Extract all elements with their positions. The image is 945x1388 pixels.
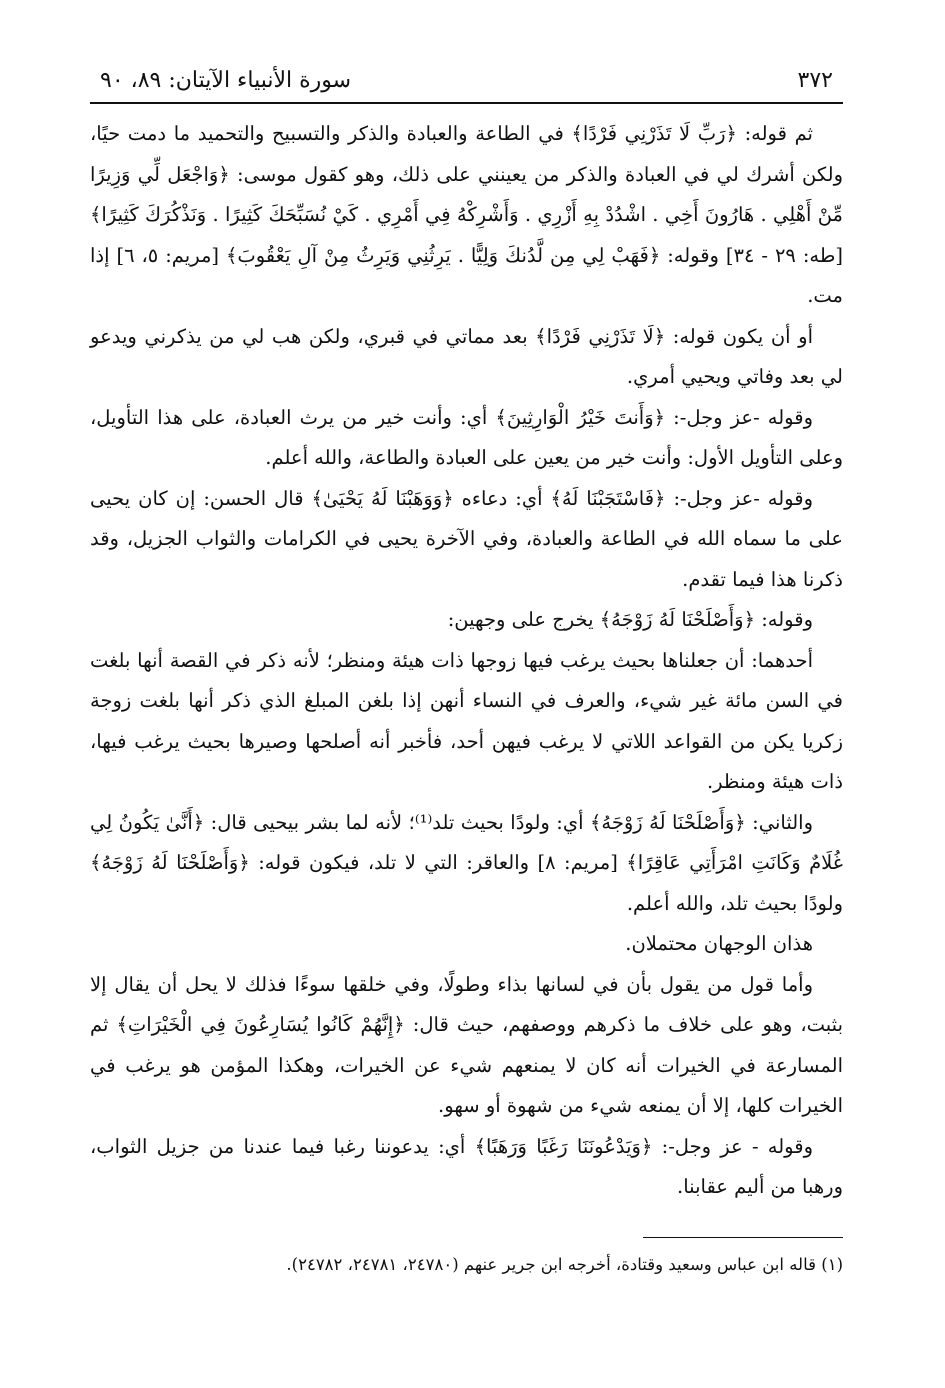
book-page (90, 62, 843, 1362)
paragraph-1: ثم قوله: ﴿رَبِّ لَا تَذَرْنِي فَرْدًا﴾ في الطاعة والعبادة والذكر والتسبيح والتحميد ما دمت حيًا، ولكن أشرك لي في العبادة والذكر من يعينني على ذلك، وهو كقول موسى: ﴿وَاجْعَل لِّي وَزِيرًا مِّنْ أَهْلِي . هَارُونَ أَخِي . اشْدُدْ بِهِ أَزْرِي . وَأَشْرِكْهُ فِي أَمْرِي . كَيْ نُسَبِّحَكَ كَثِيرًا . وَنَذْكُرَكَ كَثِيرًا﴾ [طه: ٢٩ - ٣٤] وقوله: ﴿فَهَبْ لِي مِن لَّدُنكَ وَلِيًّا . يَرِثُنِي وَيَرِثُ مِنْ آلِ يَعْقُوبَ﴾ [مريم: ٥، ٦] إذا مت. (90, 122, 843, 307)
paragraph-2: أو أن يكون قوله: ﴿لَا تَذَرْنِي فَرْدًا﴾ بعد مماتي في قبري، ولكن هب لي من يذكرني ويدعو لي بعد وفاتي ويحيي أمري. (90, 324, 843, 388)
header-divider (90, 102, 843, 104)
paragraph-6: أحدهما: أن جعلناها بحيث يرغب فيها زوجها ذات هيئة ومنظر؛ لأنه ذكر في القصة أنها بلغت في السن مائة غير شيء، والعرف في النساء أنهن إذا بلغن المبلغ الذي ذكر أنها بلغت زوجة زكريا يكن من القواعد اللاتي لا يرغب فيهن أحد، فأخبر أنه أصلحها وصيرها بحيث يرغب فيها، ذات هيئة ومنظر. (90, 648, 843, 793)
main-text (90, 114, 843, 1208)
page-header (90, 62, 843, 96)
footnote: (١) قاله ابن عباس وسعيد وقتادة، أخرجه ابن جرير عنهم (٢٤٧٨٠، ٢٤٧٨١، ٢٤٧٨٢). (286, 1255, 843, 1274)
paragraph-9: وأما قول من يقول بأن في لسانها بذاء وطولًا، وفي خلقها سوءًا فذلك لا يحل أن يقال إلا بثبت، وهو على خلاف ما ذكرهم ووصفهم، حيث قال: ﴿إِنَّهُمْ كَانُوا يُسَارِعُونَ فِي الْخَيْرَاتِ﴾ ثم المسارعة في الخيرات أنه كان لا يمنعهم شيء عن الخيرات، وهكذا المؤمن هو يرغب في الخيرات كلها، إلا أن يمنعه شيء من شهوة أو سهو. (90, 972, 843, 1117)
paragraph-10: وقوله - عز وجل-: ﴿وَيَدْعُونَنَا رَغَبًا وَرَهَبًا﴾ أي: يدعوننا رغبا فيما عندنا من جزيل الثواب، ورهبا من أليم عقابنا. (90, 1134, 843, 1198)
running-title: سورة الأنبياء الآيتان: ٨٩، ٩٠ (100, 68, 352, 93)
paragraph-8: هذان الوجهان محتملان. (625, 932, 813, 955)
paragraph-5: وقوله: ﴿وَأَصْلَحْنَا لَهُ زَوْجَهُ﴾ يخرج على وجهين: (447, 608, 813, 631)
paragraph-7: والثاني: ﴿وَأَصْلَحْنَا لَهُ زَوْجَهُ﴾ أي: ولودًا بحيث تلد⁽¹⁾؛ لأنه لما بشر بيحيى قال: ﴿أَنَّىٰ يَكُونُ لِي غُلَامٌ وَكَانَتِ امْرَأَتِي عَاقِرًا﴾ [مريم: ٨] والعاقر: التي لا تلد، فيكون قوله: ﴿وَأَصْلَحْنَا لَهُ زَوْجَهُ﴾ ولودًا بحيث تلد، والله أعلم. (90, 810, 844, 915)
paragraph-3: وقوله -عز وجل-: ﴿وَأَنتَ خَيْرُ الْوَارِثِينَ﴾ أي: وأنت خير من يرث العبادة، على هذا التأويل، وعلى التأويل الأول: وأنت خير من يعين على العبادة والطاعة، والله أعلم. (90, 405, 843, 469)
footnote-divider (643, 1237, 843, 1238)
paragraph-4: وقوله -عز وجل-: ﴿فَاسْتَجَبْنَا لَهُ﴾ أي: دعاءه ﴿وَوَهَبْنَا لَهُ يَحْيَىٰ﴾ قال الحسن: إن كان يحيى على ما سماه الله في الطاعة والعبادة، وفي الآخرة يحيى في الكرامات والثواب الجزيل، وقد ذكرنا هذا فيما تقدم. (90, 486, 843, 591)
page-number: ٣٧٢ (797, 68, 833, 93)
